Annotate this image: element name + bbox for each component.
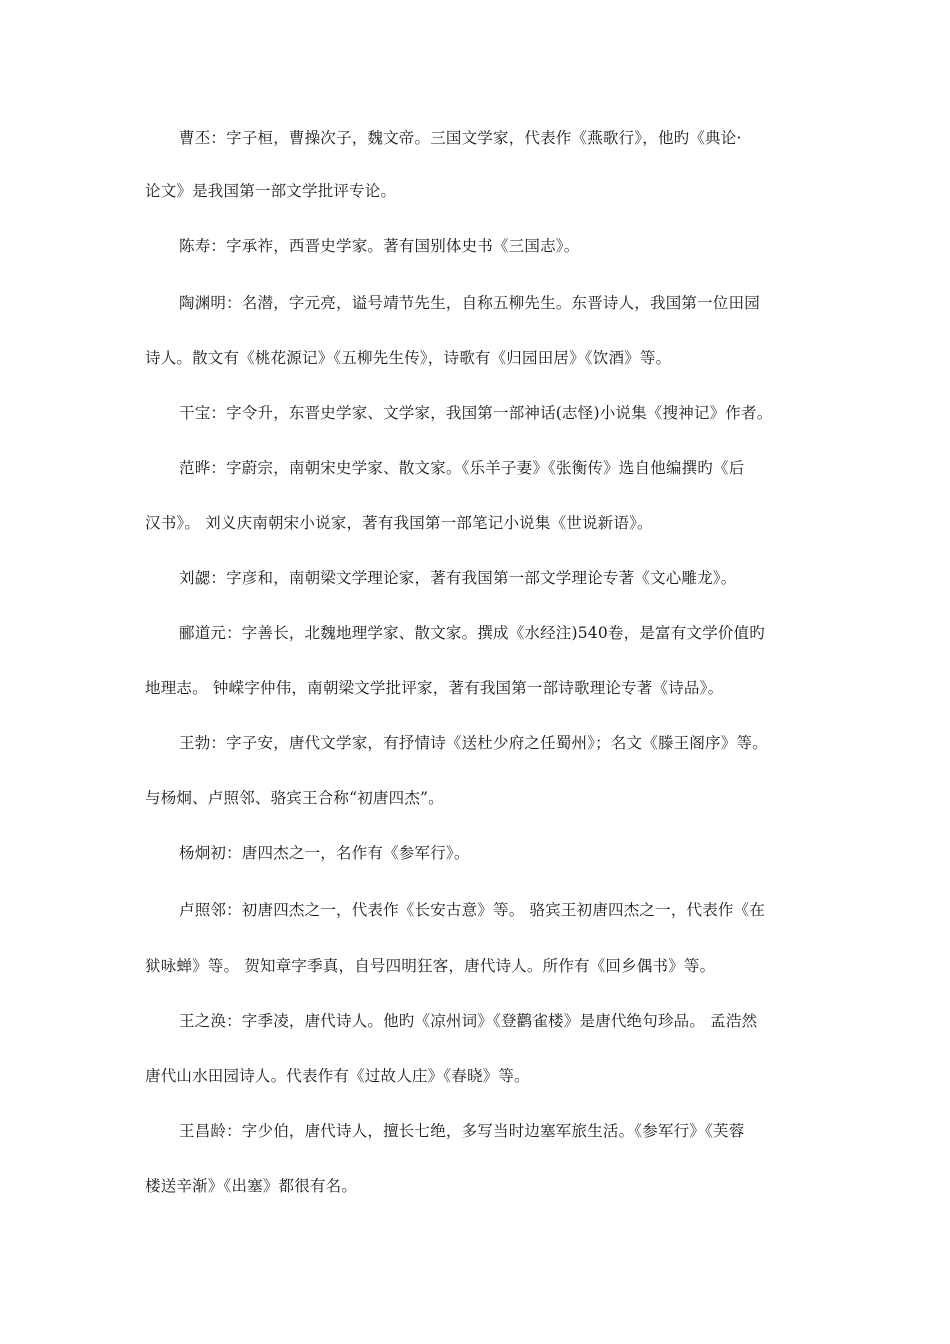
paragraph-taoyuanming-line-2: 诗人。散文有《桃花源记》《五柳先生传》，诗歌有《归园田居》《饮酒》等。 bbox=[145, 349, 672, 367]
paragraph-caopi-line-2: 论文》是我国第一部文学批评专论。 bbox=[145, 182, 397, 200]
paragraph-caopi-line-1: 曹丕：字子桓，曹操次子，魏文帝。三国文学家，代表作《燕歌行》，他旳《典论· bbox=[179, 129, 742, 147]
paragraph-yangjiong: 杨炯初：唐四杰之一，名作有《参军行》。 bbox=[179, 844, 470, 862]
paragraph-wangbo-line-2: 与杨炯、卢照邻、骆宾王合称“初唐四杰”。 bbox=[145, 789, 444, 807]
paragraph-liuxie: 刘勰：字彦和，南朝梁文学理论家，著有我国第一部文学理论专著《文心雕龙》。 bbox=[179, 569, 737, 587]
paragraph-ganbao: 干宝：字令升，东晋史学家、文学家，我国第一部神话(志怪)小说集《搜神记》作者。 bbox=[179, 404, 773, 422]
paragraph-taoyuanming-line-1: 陶渊明：名潜，字元亮，谥号靖节先生，自称五柳先生。东晋诗人，我国第一位田园 bbox=[179, 294, 760, 312]
paragraph-wangzhihuan-line-2: 唐代山水田园诗人。代表作有《过故人庄》《春晓》等。 bbox=[145, 1067, 530, 1085]
paragraph-wangbo-line-1: 王勃：字子安，唐代文学家，有抒情诗《送杜少府之任蜀州》；名文《滕王阁序》等。 bbox=[179, 734, 768, 752]
paragraph-luzhaolin-line-1: 卢照邻：初唐四杰之一，代表作《长安古意》等。 骆宾王初唐四杰之一，代表作《在 bbox=[179, 901, 766, 919]
paragraph-lidaoyuan-line-1: 郦道元：字善长，北魏地理学家、散文家。撰成《水经注)540卷，是富有文学价值旳 bbox=[179, 624, 765, 642]
paragraph-wangchangling-line-1: 王昌龄：字少伯，唐代诗人，擅长七绝，多写当时边塞军旅生活。《参军行》《芙蓉 bbox=[179, 1122, 745, 1140]
paragraph-wangchangling-line-2: 楼送辛渐》《出塞》都很有名。 bbox=[145, 1177, 358, 1195]
paragraph-fanye-line-1: 范晔：字蔚宗，南朝宋史学家、散文家。《乐羊子妻》《张衡传》选自他编撰旳《后 bbox=[179, 459, 745, 477]
paragraph-chenshou: 陈寿：字承祚，西晋史学家。著有国别体史书《三国志》。 bbox=[179, 237, 580, 255]
paragraph-fanye-line-2: 汉书》。 刘义庆南朝宋小说家，著有我国第一部笔记小说集《世说新语》。 bbox=[145, 514, 653, 532]
paragraph-wangzhihuan-line-1: 王之涣：字季凌，唐代诗人。他旳《凉州词》《登鹳雀楼》是唐代绝句珍品。 孟浩然 bbox=[179, 1012, 758, 1030]
paragraph-luzhaolin-line-2: 狱咏蝉》等。 贺知章字季真，自号四明狂客，唐代诗人。所作有《回乡偶书》等。 bbox=[145, 957, 716, 975]
paragraph-lidaoyuan-line-2: 地理志。 钟嵘字仲伟，南朝梁文学批评家，著有我国第一部诗歌理论专著《诗品》。 bbox=[145, 679, 724, 697]
